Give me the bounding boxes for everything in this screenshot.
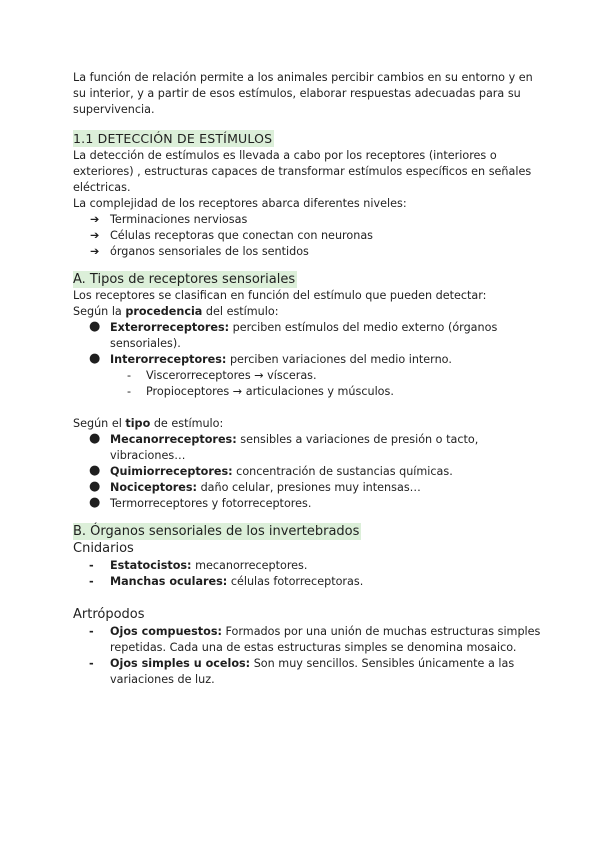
dash-icon: - xyxy=(89,657,94,670)
arrow-icon: ➔ xyxy=(90,213,100,226)
origin-criterion: Según la procedencia del estímulo: xyxy=(73,305,279,318)
type-criterion: Según el tipo de estímulo: xyxy=(73,417,224,430)
list-item: - Estatocistos: mecanorreceptores. xyxy=(89,559,308,572)
section-a-paragraph: Los receptores se clasifican en función del estímulo que pueden detectar: xyxy=(73,289,487,302)
section-1-heading: 1.1 DETECCIÓN DE ESTÍMULOS xyxy=(73,131,273,146)
list-item: ● Interorreceptores: perciben variaciones del medio interno. xyxy=(89,351,452,366)
arrow-icon: ➔ xyxy=(90,229,100,242)
list-item: - Ojos compuestos: Formados por una unión de muchas estructuras simples repetidas. Cada una de estas estructuras simples se denomina mosaico. xyxy=(89,625,541,654)
dash-icon: - xyxy=(89,559,94,572)
list-item: ➔ Terminaciones nerviosas xyxy=(90,213,248,226)
interior-sublist xyxy=(73,368,543,400)
cnidarios-heading: Cnidarios xyxy=(73,541,134,556)
list-item: ● Mecanorreceptores: sensibles a variaciones de presión o tacto, vibraciones… xyxy=(89,431,479,462)
origin-list xyxy=(73,320,543,368)
list-item: ● Exterorreceptores: perciben estímulos del medio externo (órganos sensoriales). xyxy=(89,319,498,350)
list-item: ● Quimiorreceptores: concentración de sustancias químicas. xyxy=(89,463,453,478)
section-1-levels-intro: La complejidad de los receptores abarca diferentes niveles: xyxy=(73,197,407,210)
list-item: ● Termorreceptores y fotorreceptores. xyxy=(89,495,312,510)
bullet-icon: ● xyxy=(89,319,101,334)
arrow-icon: ➔ xyxy=(90,245,100,258)
intro-paragraph: La función de relación permite a los animales percibir cambios en su entorno y en su interior, y a partir de esos estímulos, elaborar respuestas adecuadas para su supervivencia. xyxy=(73,71,533,116)
bullet-icon: ● xyxy=(89,431,101,446)
artropodos-heading: Artrópodos xyxy=(73,607,145,622)
type-list xyxy=(73,432,543,512)
bullet-icon: ● xyxy=(89,495,101,510)
section-1-paragraph: La detección de estímulos es llevada a cabo por los receptores (interiores o exteriores) , estructuras capaces de transformar estímulos específicos en señales eléctricas. xyxy=(73,149,532,194)
list-item: ➔ Células receptoras que conectan con neuronas xyxy=(90,229,374,242)
dash-icon: - xyxy=(89,625,94,638)
section-a-heading: A. Tipos de receptores sensoriales xyxy=(73,272,296,287)
list-item: - Ojos simples u ocelos: Son muy sencillos. Sensibles únicamente a las variaciones de luz. xyxy=(89,657,515,686)
artropodos-list xyxy=(73,624,543,688)
section-b-heading: B. Órganos sensoriales de los invertebrados xyxy=(73,524,360,539)
list-item: ➔ órganos sensoriales de los sentidos xyxy=(90,245,309,258)
document-body xyxy=(73,70,543,688)
cnidarios-list xyxy=(73,558,543,590)
bullet-icon: ● xyxy=(89,479,101,494)
list-item: ● Nociceptores: daño celular, presiones muy intensas… xyxy=(89,479,421,494)
list-item: - Manchas oculares: células fotorreceptoras. xyxy=(89,575,364,588)
bullet-icon: ● xyxy=(89,351,101,366)
levels-list xyxy=(73,212,543,260)
dash-icon: - xyxy=(127,369,132,382)
list-item: - Viscerorreceptores → vísceras. xyxy=(127,369,317,382)
bullet-icon: ● xyxy=(89,463,101,478)
list-item: - Propioceptores → articulaciones y músculos. xyxy=(127,385,394,398)
dash-icon: - xyxy=(89,575,94,588)
dash-icon: - xyxy=(127,385,132,398)
